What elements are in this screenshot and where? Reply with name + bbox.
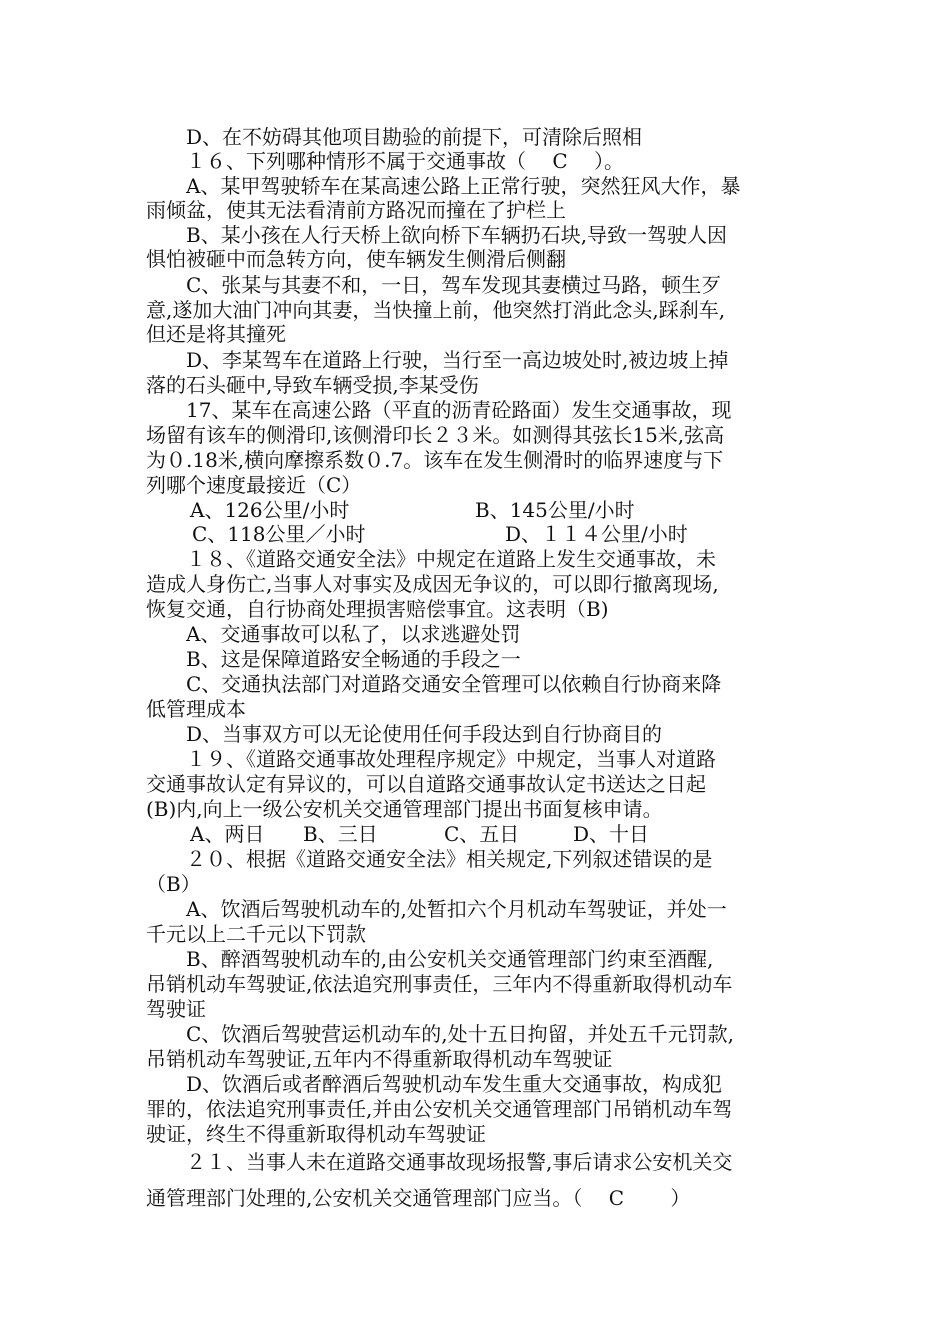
question-17: 17、某车在高速公路（平直的沥青砼路面）发生交通事故，现 — [146, 398, 732, 422]
option-a: A、两日 — [190, 822, 265, 846]
text-line: 千元以上二千元以下罚款 — [146, 922, 366, 946]
text-line: 罪的，依法追究刑事责任,并由公安机关交通管理部门吊销机动车驾 — [146, 1097, 733, 1121]
text-line: B、某小孩在人行天桥上欲向桥下车辆扔石块,导致一驾驶人因 — [146, 223, 728, 247]
text-line: D、当事双方可以无论使用任何手段达到自行协商目的 — [146, 722, 663, 746]
text-line: C、饮酒后驾驶营运机动车的,处十五日拘留，并处五千元罚款, — [146, 1022, 735, 1046]
text-line: A、饮酒后驾驶机动车的,处暂扣六个月机动车驾驶证，并处一 — [146, 897, 727, 921]
text-line: D、在不妨碍其他项目勘验的前提下，可清除后照相 — [146, 125, 643, 149]
option-a: A、126公里/小时 — [190, 498, 350, 522]
question-21: ２１、当事人未在道路交通事故现场报警,事后请求公安机关交 — [146, 1150, 733, 1174]
text-line: 交通事故认定有异议的，可以自道路交通事故认定书送达之日起 — [146, 772, 706, 796]
text-line: 造成人身伤亡,当事人对事实及成因无争议的，可以即行撤离现场, — [146, 572, 719, 596]
text-line: （B） — [146, 872, 201, 896]
option-d: D、１１４公里/小时 — [505, 522, 688, 546]
text-line: 落的石头砸中,导致车辆受损,李某受伤 — [146, 373, 479, 397]
text-line: 为０.18米,横向摩擦系数０.7。该车在发生侧滑时的临界速度与下 — [146, 448, 724, 472]
option-c: C、118公里／小时 — [192, 522, 366, 546]
text-line: 惧怕被砸中而急转方向，使车辆发生侧滑后侧翻 — [146, 247, 566, 271]
text-line: 驶证，终生不得重新取得机动车驾驶证 — [146, 1122, 486, 1146]
text-line: 列哪个速度最接近（C） — [146, 473, 362, 497]
text-line: B、醉酒驾驶机动车的,由公安机关交通管理部门约束至酒醒, — [146, 947, 714, 971]
question-18: １８、《道路交通安全法》中规定在道路上发生交通事故，未 — [146, 547, 716, 571]
question-16: １６、下列哪种情形不属于交通事故（ C ）。 — [146, 149, 625, 173]
text-line: 但还是将其撞死 — [146, 322, 286, 346]
option-b: B、三日 — [303, 822, 378, 846]
text-line: C、张某与其妻不和，一日，驾车发现其妻横过马路，顿生歹 — [146, 273, 722, 297]
text-line: C、交通执法部门对道路交通安全管理可以依赖自行协商来降 — [146, 672, 722, 696]
text-line: 场留有该车的侧滑印,该侧滑印长２３米。如测得其弦长15米,弦高 — [146, 423, 725, 447]
text-line: 意,遂加大油门冲向其妻，当快撞上前，他突然打消此念头,踩刹车, — [146, 298, 726, 322]
text-line: 低管理成本 — [146, 697, 246, 721]
text-line: 通管理部门处理的,公安机关交通管理部门应当。（ C ） — [146, 1186, 691, 1210]
option-d: D、十日 — [573, 822, 650, 846]
text-line: 恢复交通，自行协商处理损害赔偿事宜。这表明（B) — [146, 597, 609, 621]
text-line: A、某甲驾驶轿车在某高速公路上正常行驶，突然狂风大作，暴 — [146, 174, 741, 198]
text-line: (B)内,向上一级公安机关交通管理部门提出书面复核申请。 — [146, 797, 663, 821]
text-line: 吊销机动车驾驶证,依法追究刑事责任，三年内不得重新取得机动车 — [146, 972, 733, 996]
text-line: 雨倾盆，使其无法看清前方路况而撞在了护栏上 — [146, 198, 566, 222]
question-20: ２０、根据《道路交通安全法》相关规定,下列叙述错误的是 — [146, 847, 713, 871]
option-b: B、145公里/小时 — [475, 498, 635, 522]
text-line: A、交通事故可以私了，以求逃避处罚 — [146, 622, 521, 646]
text-line: D、饮酒后或者醉酒后驾驶机动车发生重大交通事故，构成犯 — [146, 1072, 723, 1096]
text-line: 吊销机动车驾驶证,五年内不得重新取得机动车驾驶证 — [146, 1047, 613, 1071]
text-line: 驾驶证 — [146, 997, 206, 1021]
text-line: D、李某驾车在道路上行驶，当行至一高边坡处时,被边坡上掉 — [146, 348, 729, 372]
option-c: C、五日 — [444, 822, 520, 846]
question-19: １９、《道路交通事故处理程序规定》中规定，当事人对道路 — [146, 747, 716, 771]
text-line: B、这是保障道路安全畅通的手段之一 — [146, 647, 521, 671]
